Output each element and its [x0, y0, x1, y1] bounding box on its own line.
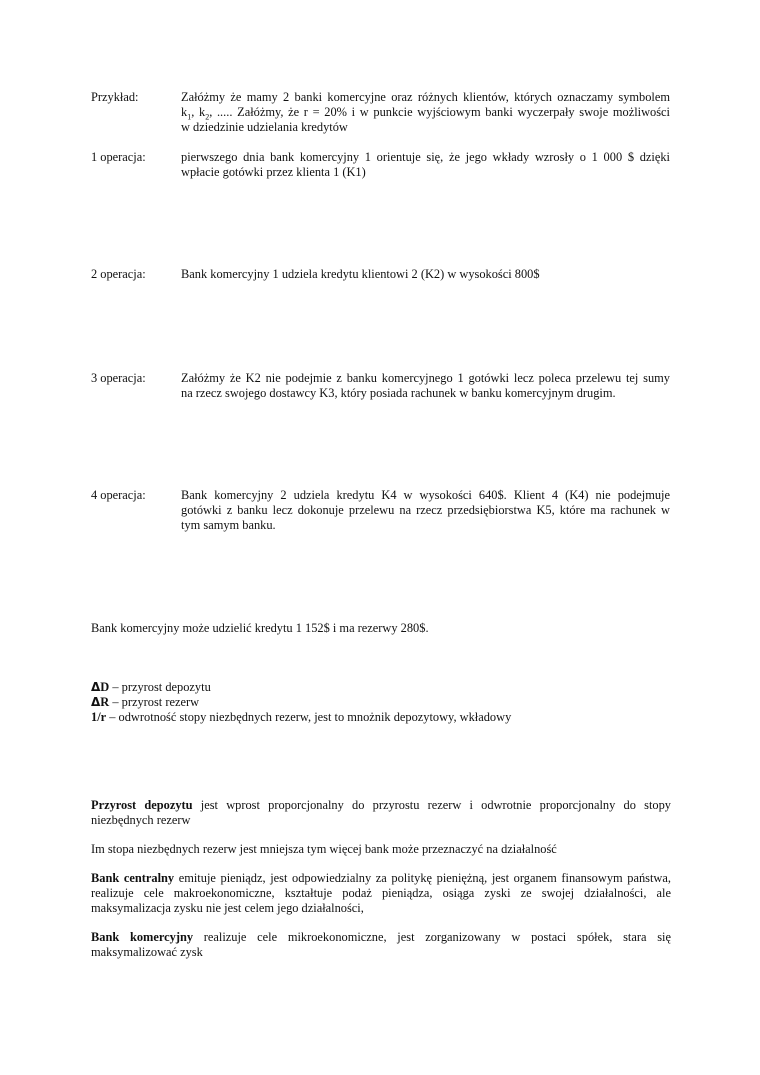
paragraph-4-bold: Bank komercyjny [91, 930, 194, 944]
operation-4-line-3: tym samym banku. [181, 518, 276, 532]
paragraph-3-line-1 [91, 871, 671, 886]
definition-delta-r [91, 695, 671, 710]
delta-symbol: Δ [91, 695, 101, 709]
k2-subscript: 2 [205, 112, 210, 122]
example-line-2-rest: , ..... Załóżmy, że r = 20% i w punkcie wyjściowym banki wyczerpały swoje możliwości [209, 105, 670, 119]
operation-1-line-1: pierwszego dnia bank komercyjny 1 orientuje się, że jego wkłady wzrosły o 1 000 $ dzięki [181, 150, 670, 164]
paragraph-reserve-rate: Im stopa niezbędnych rezerw jest mniejsza tym więcej bank może przeznaczyć na działalność [91, 842, 557, 856]
separator: , [191, 105, 199, 119]
paragraph-3-text: emituje pieniądz, jest odpowiedzialny za politykę pieniężną, jest organem finansowym państwa, [174, 871, 671, 885]
paragraph-1-line-1 [91, 798, 671, 813]
definitions-list [91, 680, 671, 725]
paragraph-central-bank [91, 871, 671, 916]
definition-delta-d [91, 680, 671, 695]
summary-text: Bank komercyjny może udzielić kredytu 1 152$ i ma rezerwy 280$. [91, 621, 429, 635]
operation-4-line-1: Bank komercyjny 2 udziela kredytu K4 w wysokości 640$. Klient 4 (K4) nie podejmuje [181, 488, 670, 502]
paragraph-deposit-growth [91, 798, 671, 828]
definition-text: – odwrotność stopy niezbędnych rezerw, jest to mnożnik depozytowy, wkładowy [106, 710, 512, 724]
operation-3-line-2: na rzecz swojego dostawcy K3, który posiada rachunek w banku komercyjnym drugim. [181, 386, 616, 400]
k1-subscript: 1 [187, 112, 192, 122]
operation-2-line-1: Bank komercyjny 1 udziela kredytu klientowi 2 (K2) w wysokości 800$ [181, 267, 540, 281]
operation-2-label: 2 operacja: [91, 267, 146, 281]
operation-2-text [181, 267, 670, 282]
operation-1-text [181, 150, 670, 180]
example-label: Przykład: [91, 90, 139, 104]
k1-symbol: k [181, 105, 188, 119]
example-text [181, 90, 670, 135]
definition-term: R [100, 695, 110, 709]
example-line-2 [181, 105, 670, 120]
paragraph-3-bold: Bank centralny [91, 871, 175, 885]
delta-symbol: Δ [91, 680, 101, 694]
paragraph-1-text: jest wprost proporcjonalny do przyrostu rezerw i odwrotnie proporcjonalny do stopy [192, 798, 671, 812]
operation-1-label: 1 operacja: [91, 150, 146, 164]
operation-3-text [181, 371, 670, 401]
operation-3-line-1: Załóżmy że K2 nie podejmie z banku komercyjnego 1 gotówki lecz poleca przelewu tej sumy [181, 371, 670, 385]
operation-3-label: 3 operacja: [91, 371, 146, 385]
definition-term: D [100, 680, 110, 694]
paragraph-4-line-2: maksymalizować zysk [91, 945, 203, 959]
k2-symbol: k [198, 105, 206, 119]
example-line-1: Załóżmy że mamy 2 banki komercyjne oraz różnych klientów, których oznaczamy symbolem [181, 90, 670, 104]
definition-text: – przyrost depozytu [109, 680, 211, 694]
paragraph-4-text: realizuje cele mikroekonomiczne, jest zorganizowany w postaci spółek, stara się [193, 930, 671, 944]
definition-text: – przyrost rezerw [109, 695, 200, 709]
paragraph-4-line-1 [91, 930, 671, 945]
paragraph-3-line-2: realizuje cele makroekonomiczne, kształtuje podaż pieniądza, osiąga zyski ze swojej działalności, ale [91, 886, 671, 900]
paragraph-1-line-2: niezbędnych rezerw [91, 813, 191, 827]
operation-4-line-2: gotówki z banku lecz dokonuje przelewu na rzecz przedsiębiorstwa K5, które ma rachunek w [181, 503, 670, 517]
example-line-3: w dziedzinie udzielania kredytów [181, 120, 348, 134]
definition-term: 1/r [91, 710, 107, 724]
definition-multiplier [91, 710, 671, 725]
operation-4-text [181, 488, 670, 533]
paragraph-commercial-bank [91, 930, 671, 960]
operation-1-line-2: wpłacie gotówki przez klienta 1 (K1) [181, 165, 366, 179]
paragraph-3-line-3: maksymalizacja zysku nie jest celem jego działalności, [91, 901, 364, 915]
operation-4-label: 4 operacja: [91, 488, 146, 502]
paragraph-1-bold: Przyrost depozytu [91, 798, 193, 812]
